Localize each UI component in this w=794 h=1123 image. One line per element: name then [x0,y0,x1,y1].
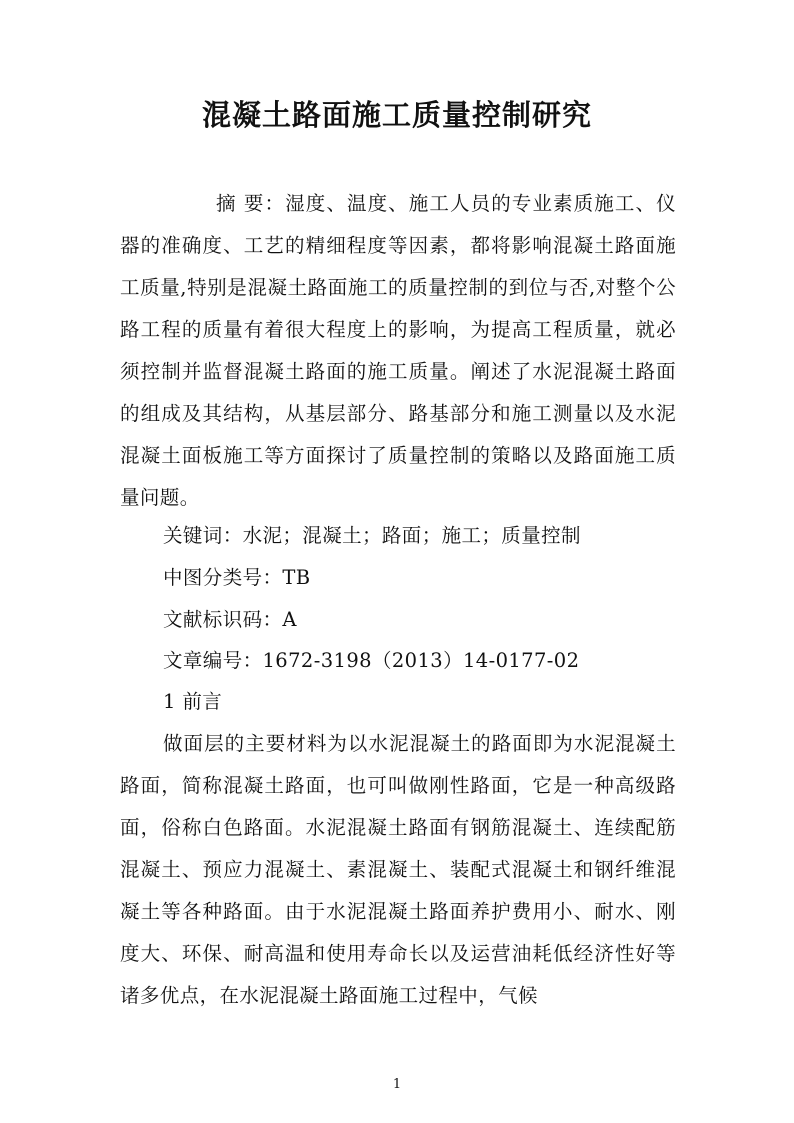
section-heading: 1 前言 [163,690,223,713]
clc-number-line: 中图分类号：TB [163,566,311,589]
document-title: 混凝土路面施工质量控制研究 [201,98,592,132]
section-body-paragraph: 做面层的主要材料为以水泥混凝土的路面即为水泥混凝土路面，简称混凝土路面，也可叫做刚性路面，它是一种高级路面，俗称白色路面。水泥混凝土路面有钢筋混凝土、连续配筋混凝土、预应力混凝土、素混凝土、装配式混凝土和钢纤维混凝土等各种路面。由于水泥混凝土路面养护费用小、耐水、刚度大、环保、耐高温和使用寿命长以及运营油耗低经济性好等诸多优点，在水泥混凝土路面施工过程中，气候 [120,732,676,1007]
keywords-line: 关键词：水泥；混凝土；路面；施工；质量控制 [163,524,581,547]
article-id-line: 文章编号：1672-3198（2013）14-0177-02 [163,649,580,672]
page-number: 1 [392,1077,402,1092]
document-code-line: 文献标识码：A [163,608,297,631]
abstract-paragraph: 摘 要：湿度、温度、施工人员的专业素质施工、仪器的准确度、工艺的精细程度等因素，都将影响混凝土路面施工质量,特别是混凝土路面施工的质量控制的到位与否,对整个公路工程的质量有着很大程度上的影响，为提高工程质量，就必须控制并监督混凝土路面的施工质量。阐述了水泥混凝土路面的组成及其结构，从基层部分、路基部分和施工测量以及水泥混凝土面板施工等方面探讨了质量控制的策略以及路面施工质量问题。 [120,192,676,509]
